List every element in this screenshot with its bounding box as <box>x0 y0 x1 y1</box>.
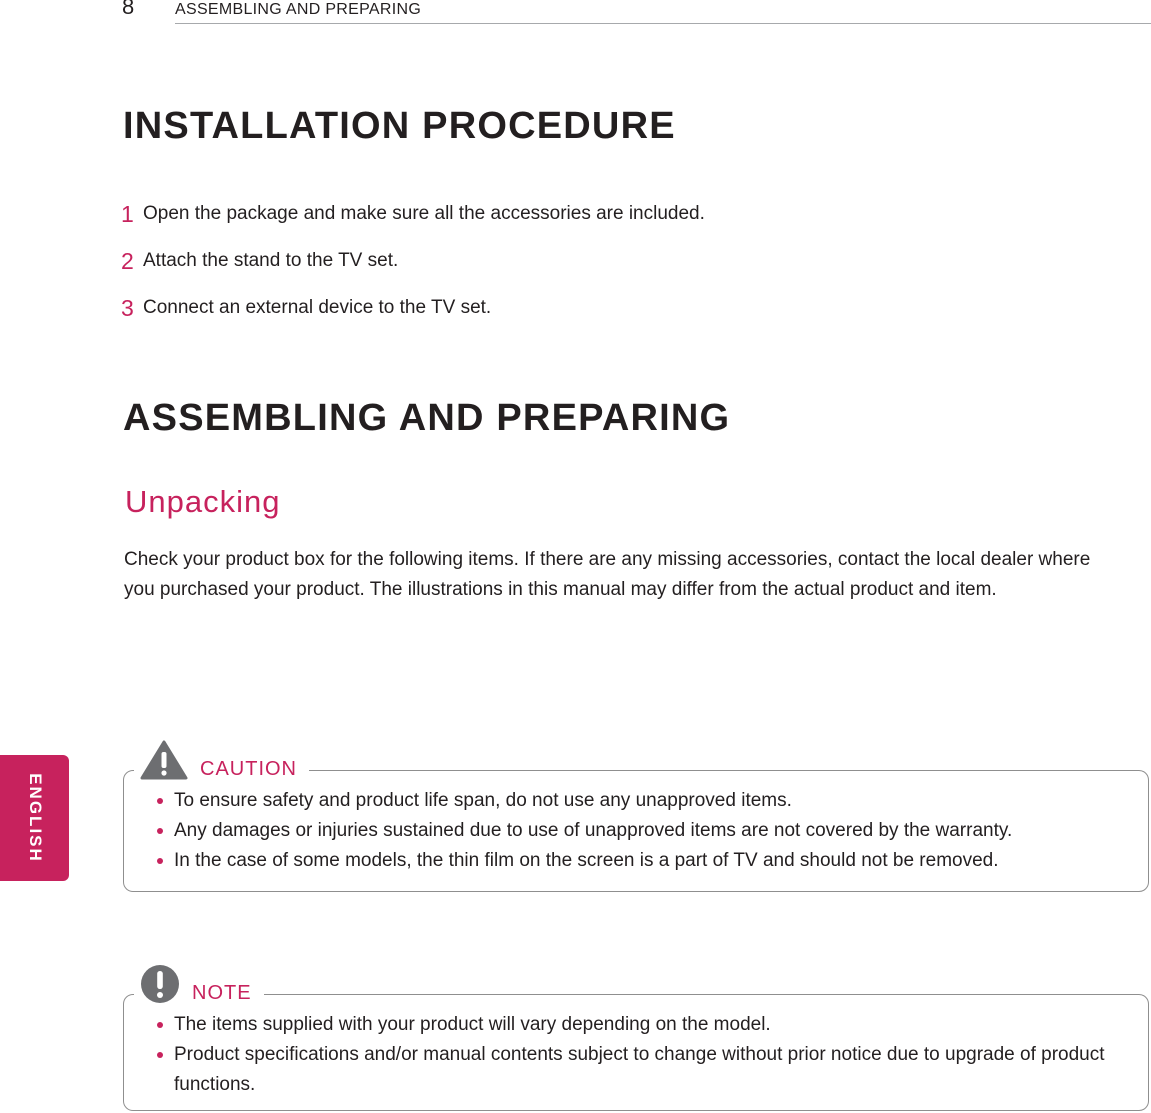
header-rule <box>175 23 1151 24</box>
warning-triangle-icon <box>140 740 188 780</box>
language-tab <box>0 755 69 881</box>
unpacking-intro: Check your product box for the following items. If there are any missing accessories, contact the local dealer where you purchased your product. The illustrations in this manual may differ from the actual product and item. <box>124 549 1091 600</box>
note-box <box>123 982 1149 1111</box>
caution-item: To ensure safety and product life span, do not use any unapproved items. <box>157 786 1137 816</box>
step-item <box>121 199 705 246</box>
caution-item: Any damages or injuries sustained due to use of unapproved items are not covered by the warranty. <box>157 816 1137 846</box>
language-tab-label: ENGLISH <box>25 773 45 863</box>
step-item <box>121 246 705 293</box>
step-number: 2 <box>121 248 134 274</box>
page-number: 8 <box>122 0 135 19</box>
note-header <box>134 964 264 1004</box>
assembling-title: ASSEMBLING AND PREPARING <box>123 397 731 439</box>
caution-list <box>157 786 1137 876</box>
running-header: ASSEMBLING AND PREPARING <box>175 1 422 18</box>
exclamation-circle-icon <box>140 964 180 1004</box>
caution-label: CAUTION <box>200 758 297 780</box>
unpacking-subtitle: Unpacking <box>125 484 281 519</box>
note-label: NOTE <box>192 982 252 1004</box>
step-item <box>121 293 705 340</box>
note-list <box>157 1010 1137 1100</box>
installation-title: INSTALLATION PROCEDURE <box>123 105 676 147</box>
caution-item: In the case of some models, the thin film on the screen is a part of TV and should not be removed. <box>157 846 1137 876</box>
step-text: Open the package and make sure all the accessories are included. <box>143 203 705 224</box>
note-item: The items supplied with your product will vary depending on the model. <box>157 1010 1137 1040</box>
note-item: Product specifications and/or manual contents subject to change without prior notice due to upgrade of product functions. <box>157 1040 1137 1100</box>
step-text: Connect an external device to the TV set. <box>143 297 492 318</box>
step-number: 3 <box>121 295 134 321</box>
step-text: Attach the stand to the TV set. <box>143 250 399 271</box>
step-number: 1 <box>121 201 134 227</box>
installation-steps <box>121 199 705 340</box>
caution-header <box>134 740 309 780</box>
caution-box <box>123 758 1149 892</box>
